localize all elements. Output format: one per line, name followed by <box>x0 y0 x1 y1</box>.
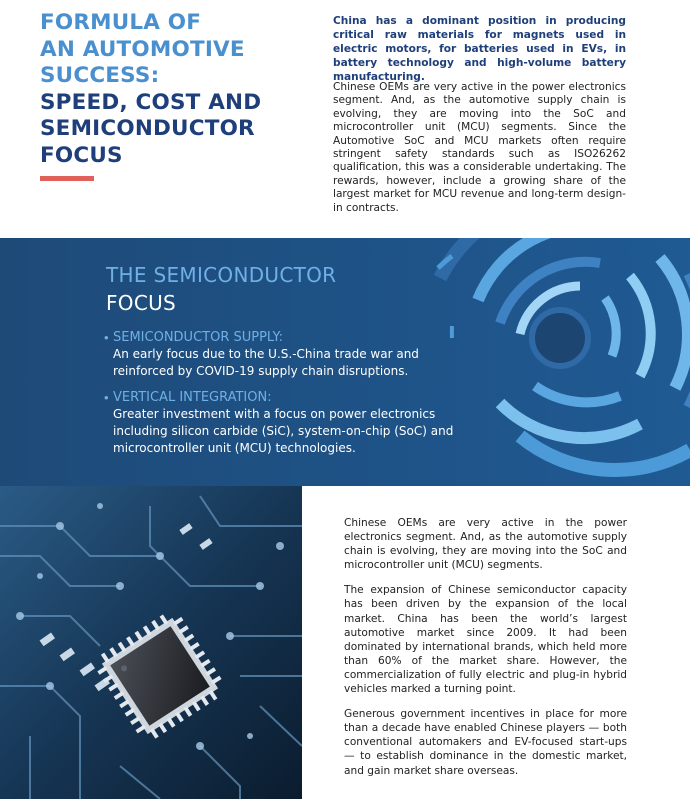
focus-item-text: An early focus due to the U.S.-China trade war and reinforced by COVID-19 supply chain disruptions. <box>113 347 419 378</box>
focus-title-line2: FOCUS <box>106 291 177 315</box>
focus-item-heading: SEMICONDUCTOR SUPPLY: <box>113 330 284 345</box>
title-line: SUCCESS: <box>40 63 160 88</box>
top-section <box>0 0 690 238</box>
focus-item-heading: VERTICAL INTEGRATION: <box>113 390 272 405</box>
body-paragraph: The expansion of Chinese semiconductor capacity has been driven by the expansion of the local market. China has been the world’s largest automotive market since 2009. It had been dominated by international brands, which held more than 60% of the market share. However, the commercialization of fully electric and plug-in hybrid vehicles marked a turning point. <box>344 584 627 696</box>
title-line: FOCUS <box>40 142 123 168</box>
body-paragraph: Generous government incentives in place for more than a decade have enabled Chinese players — both conventional automakers and EV-focused start-ups — to establish dominance in the domestic market, and gain market share overseas. <box>344 708 627 777</box>
title-line: SEMICONDUCTOR <box>40 116 255 141</box>
title-accent-rule <box>40 176 94 181</box>
semiconductor-focus-band <box>0 238 690 486</box>
bullet-dot-icon: • <box>104 330 109 345</box>
title-line: FORMULA OF <box>40 10 202 35</box>
microchip-photo <box>0 486 302 799</box>
focus-title-line1: THE SEMICONDUCTOR <box>106 263 337 287</box>
body-paragraph: Chinese OEMs are very active in the power electronics segment. And, as the automotive supply chain is evolving, they are moving into the SoC and microcontroller unit (MCU) segments. <box>344 517 627 572</box>
body-column <box>344 516 627 789</box>
bullet-dot-icon: • <box>104 390 109 405</box>
focus-item <box>104 389 464 457</box>
page-title <box>40 10 300 169</box>
microchip-icon <box>0 486 302 799</box>
lead-paragraph: China has a dominant position in producing critical raw materials for magnets used in electric motors, for batteries used in EVs, in battery technology and high-volume battery manufacturing. <box>333 15 626 83</box>
title-line: AN AUTOMOTIVE <box>40 36 245 62</box>
focus-item-text: Greater investment with a focus on power electronics including silicon carbide (SiC), system-on-chip (SoC) and microcontroller unit (MCU) technologies. <box>113 407 454 455</box>
title-line: SPEED, COST AND <box>40 89 262 115</box>
focus-item <box>104 329 464 380</box>
intro-paragraph: Chinese OEMs are very active in the power electronics segment. And, as the automotive supply chain is evolving, they are moving into the SoC and microcontroller unit (MCU) segments. Since the Automotive SoC and MCU markets often require stringent safety standards such as ISO26262 qualification, this was a considerable undertaking. The rewards, however, include a growing share of the largest market for MCU revenue and long-term design-in contracts. <box>333 81 626 214</box>
